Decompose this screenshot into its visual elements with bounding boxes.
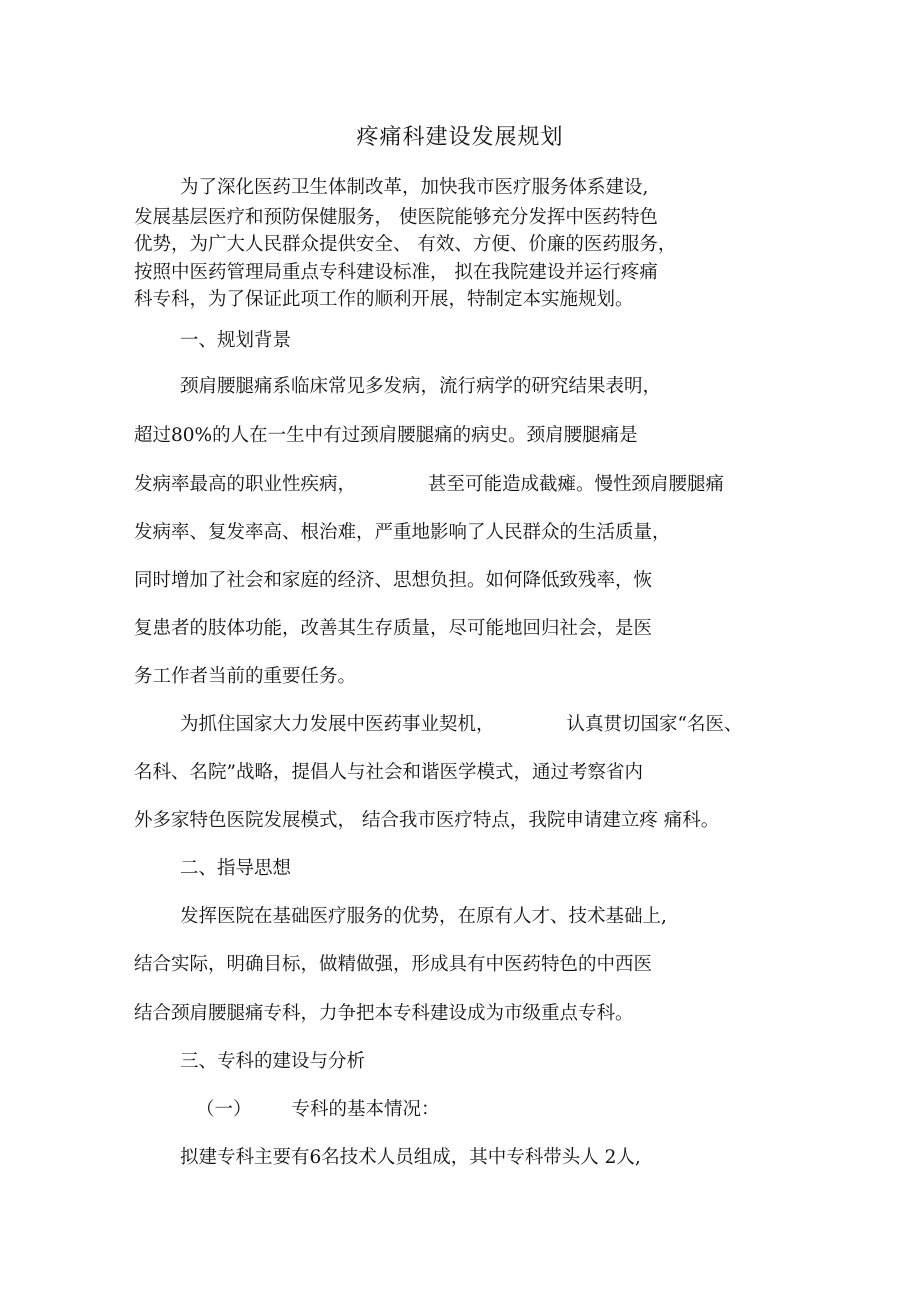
subsection-number: （一） (196, 1099, 252, 1120)
paragraph-line: 颈肩腰腿痛系临床常见多发病，流行病学的研究结果表明， (180, 376, 662, 397)
section-heading: 一、规划背景 (180, 330, 292, 351)
paragraph-line: 发病率、复发率高、根治难，严重地影响了人民群众的生活质量， (134, 522, 671, 543)
paragraph-segment: 认真贯切国家“名医、 (566, 714, 743, 735)
document-title: 疼痛科建设发展规划 (356, 125, 564, 150)
paragraph-line: 务工作者当前的重要任务。 (134, 666, 357, 687)
intro-line: 发展基层医疗和预防保健服务， 使医院能够充分发挥中医药特色 (134, 207, 658, 228)
intro-line: 科专科，为了保证此项工作的顺利开展，特制定本实施规划。 (134, 289, 634, 310)
paragraph-line (180, 713, 742, 737)
paragraph-line: 结合实际，明确目标，做精做强，形成具有中医药特色的中西医 (134, 954, 653, 975)
paragraph-line: 同时增加了社会和家庭的经济、思想负担。如何降低致残率，恢 (134, 570, 653, 591)
paragraph-line: 拟建专科主要有6名技术人员组成，其中专科带头人 2人, (180, 1147, 641, 1168)
intro-line: 优势，为广大人民群众提供安全、 有效、方便、价廉的医药服务， (134, 234, 677, 255)
paragraph-line: 超过80%的人在一生中有过颈肩腰腿痛的病史。颈肩腰腿痛是 (134, 425, 638, 446)
paragraph-segment: 为抓住国家大力发展中医药事业契机， (180, 714, 495, 735)
paragraph-segment: 甚至可能造成截瘫。慢性颈肩腰腿痛 (428, 474, 725, 495)
paragraph-line: 复患者的肢体功能，改善其生存质量，尽可能地回归社会，是医 (134, 618, 653, 639)
intro-line: 为了深化医药卫生体制改革，加快我市医疗服务体系建设, (180, 177, 649, 198)
paragraph-line: 外多家特色医院发展模式， 结合我市医疗特点，我院申请建立疼 痛科。 (134, 810, 720, 831)
paragraph-line: 名科、名院”战略，提倡人与社会和谐医学模式，通过考察省内 (134, 762, 643, 783)
paragraph-line (134, 473, 724, 497)
subsection-heading (196, 1098, 440, 1122)
subsection-title: 专科的基本情况： (291, 1099, 440, 1120)
paragraph-line: 结合颈肩腰腿痛专科，力争把本专科建设成为市级重点专科。 (134, 1003, 634, 1024)
paragraph-line: 发挥医院在基础医疗服务的优势，在原有人才、技术基础上, (180, 906, 667, 927)
intro-line: 按照中医药管理局重点专科建设标准， 拟在我院建设并运行疼痛 (134, 262, 658, 283)
section-heading: 三、专科的建设与分析 (180, 1051, 366, 1072)
paragraph-segment: 发病率最高的职业性疾病， (134, 474, 357, 495)
section-heading: 二、指导思想 (180, 858, 292, 879)
